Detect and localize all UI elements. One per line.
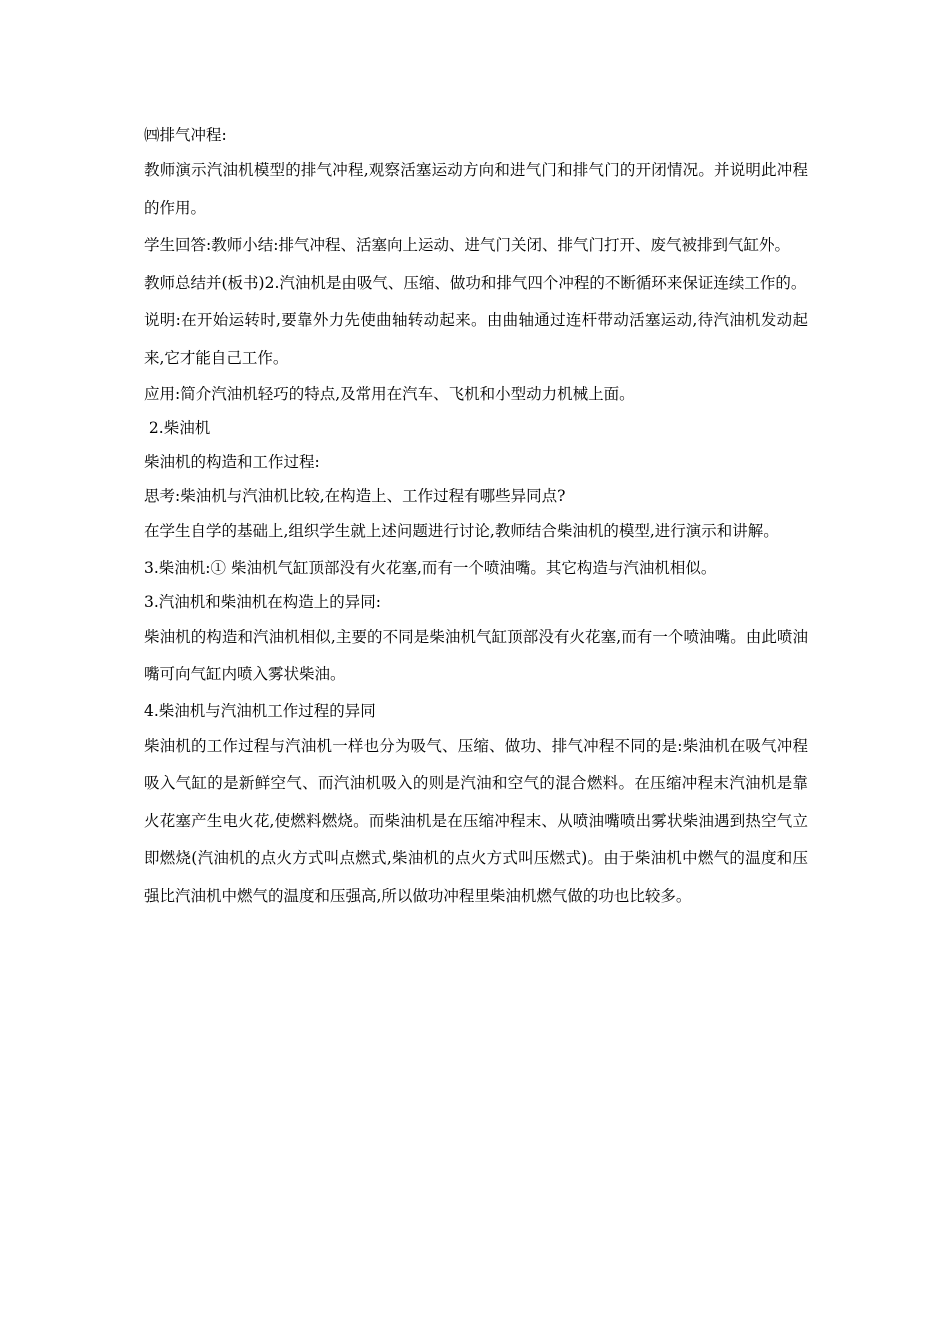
heading-process-diff: 4.柴油机与汽油机工作过程的异同 — [144, 701, 376, 720]
paragraph-self-study: 在学生自学的基础上,组织学生就上述问题进行讨论,教师结合柴油机的模型,进行演示和讲解。 — [144, 522, 779, 540]
paragraph-structure-diff: 柴油机的构造和汽油机相似,主要的不同是柴油机气缸顶部没有火花塞,而有一个喷油嘴。由此喷油嘴可向气缸内喷入雾状柴油。 — [144, 627, 808, 683]
paragraph-diesel-point: 3.柴油机:① 柴油机气缸顶部没有火花塞,而有一个喷油嘴。其它构造与汽油机相似。 — [144, 558, 717, 577]
paragraph-student-answer: 学生回答:教师小结:排气冲程、活塞向上运动、进气门关闭、排气门打开、废气被排到气缸外。 — [144, 236, 790, 254]
paragraph-think: 思考:柴油机与汽油机比较,在构造上、工作过程有哪些异同点? — [144, 487, 566, 505]
paragraph-explanation: 说明:在开始运转时,要靠外力先使曲轴转动起来。由曲轴通过连杆带动活塞运动,待汽油机发动起来,它才能自己工作。 — [144, 311, 808, 367]
paragraph-teacher-summary: 教师总结并(板书)2.汽油机是由吸气、压缩、做功和排气四个冲程的不断循环来保证连续工作的。 — [144, 273, 807, 292]
section-heading-exhaust-stroke: ㈣排气冲程: — [144, 126, 227, 144]
heading-structure-diff: 3.汽油机和柴油机在构造上的异同: — [144, 592, 382, 611]
paragraph-teacher-demo: 教师演示汽油机模型的排气冲程,观察活塞运动方向和进气门和排气门的开闭情况。并说明此冲程的作用。 — [144, 161, 808, 217]
document-body — [144, 118, 808, 915]
section-heading-diesel: 2.柴油机 — [144, 419, 211, 437]
paragraph-application: 应用:简介汽油机轻巧的特点,及常用在汽车、飞机和小型动力机械上面。 — [144, 385, 635, 403]
paragraph-process-diff: 柴油机的工作过程与汽油机一样也分为吸气、压缩、做功、排气冲程不同的是:柴油机在吸气冲程吸入气缸的是新鲜空气、而汽油机吸入的则是汽油和空气的混合燃料。在压缩冲程末汽油机是靠火花塞产生电火花,使燃料燃烧。而柴油机是在压缩冲程末、从喷油嘴喷出雾状柴油遇到热空气立即燃烧(汽油机的点火方式叫点燃式,柴油机的点火方式叫压燃式)。由于柴油机中燃气的温度和压强比汽油机中燃气的温度和压强高,所以做功冲程里柴油机燃气做的功也比较多。 — [144, 736, 808, 905]
paragraph-diesel-structure: 柴油机的构造和工作过程: — [144, 453, 320, 471]
